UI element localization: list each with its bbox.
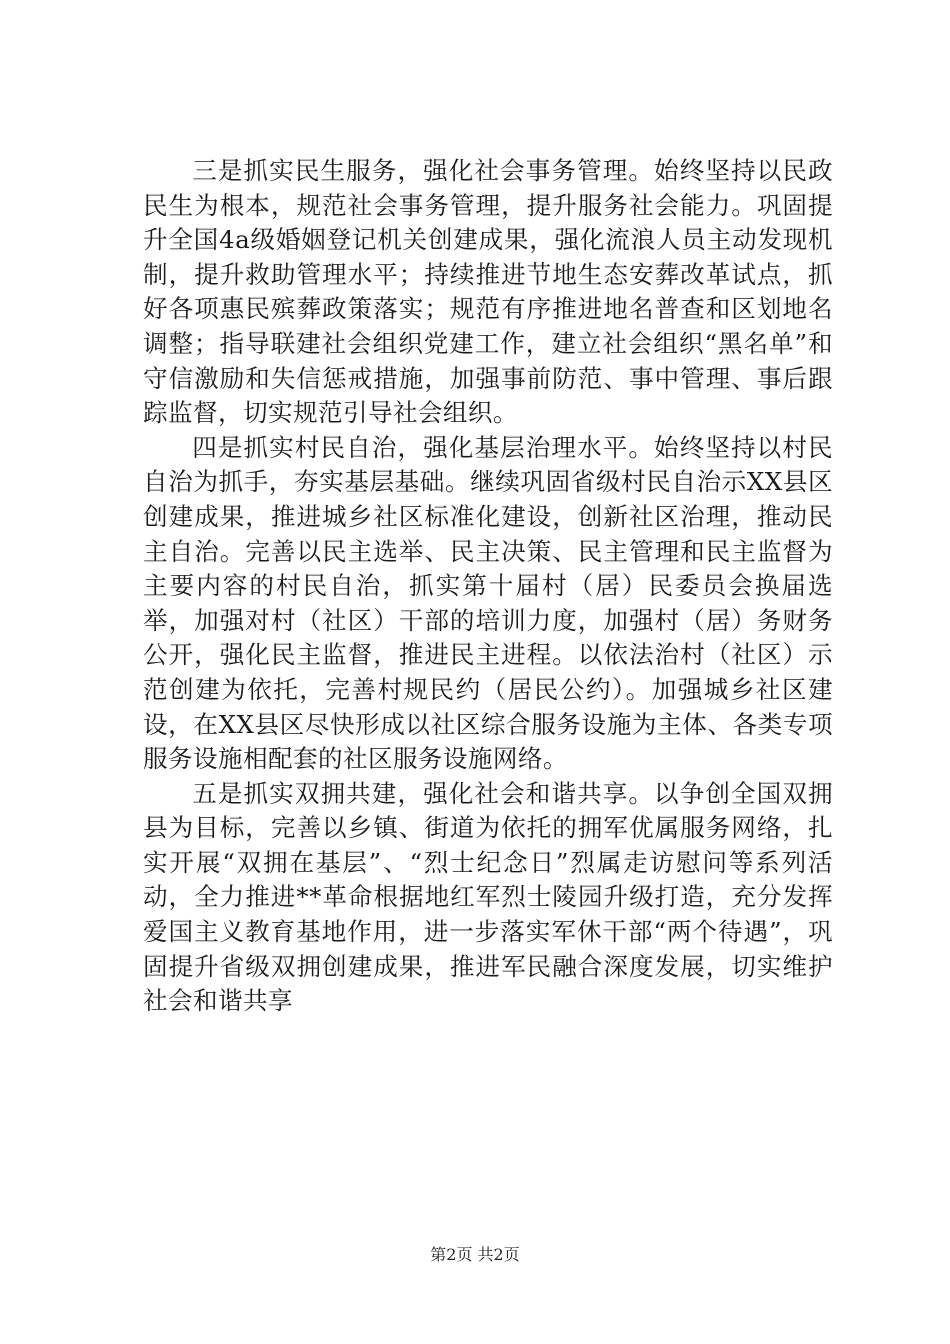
page-number-footer: 第2页 共2页 <box>430 1245 520 1264</box>
paragraph-civil-services: 三是抓实民生服务，强化社会事务管理。始终坚持以民政民生为根本，规范社会事务管理，提升服务社会能力。巩固提升全国4a级婚姻登记机关创建成果，强化流浪人员主动发现机制，提升救助管理水平；持续推进节地生态安葬改革试点，抓好各项惠民殡葬政策落实；规范有序推进地名普查和区划地名调整；指导联建社会组织党建工作，建立社会组织“黑名单”和守信激励和失信惩戒措施，加强事前防范、事中管理、事后跟踪监督，切实规范引导社会组织。 <box>143 156 833 428</box>
paragraph-military-support: 五是抓实双拥共建，强化社会和谐共享。以争创全国双拥县为目标，完善以乡镇、街道为依托的拥军优属服务网络，扎实开展“双拥在基层”、“烈士纪念日”烈属走访慰问等系列活动，全力推进**革命根据地红军烈士陵园升级打造，充分发挥爱国主义教育基地作用，进一步落实军休干部“两个待遇”，巩固提升省级双拥创建成果，推进军民融合深度发展，切实维护社会和谐共享 <box>143 778 833 1016</box>
paragraph-village-autonomy: 四是抓实村民自治，强化基层治理水平。始终坚持以村民自治为抓手，夯实基层基础。继续巩固省级村民自治示XX县区创建成果，推进城乡社区标准化建设，创新社区治理，推动民主自治。完善以民主选举、民主决策、民主管理和民主监督为主要内容的村民自治，抓实第十届村（居）民委员会换届选举，加强对村（社区）干部的培训力度，加强村（居）务财务公开，强化民主监督，推进民主进程。以依法治村（社区）示范创建为依托，完善村规民约（居民公约）。加强城乡社区建设，在XX县区尽快形成以社区综合服务设施为主体、各类专项服务设施相配套的社区服务设施网络。 <box>143 432 833 774</box>
document-body <box>143 154 833 1019</box>
